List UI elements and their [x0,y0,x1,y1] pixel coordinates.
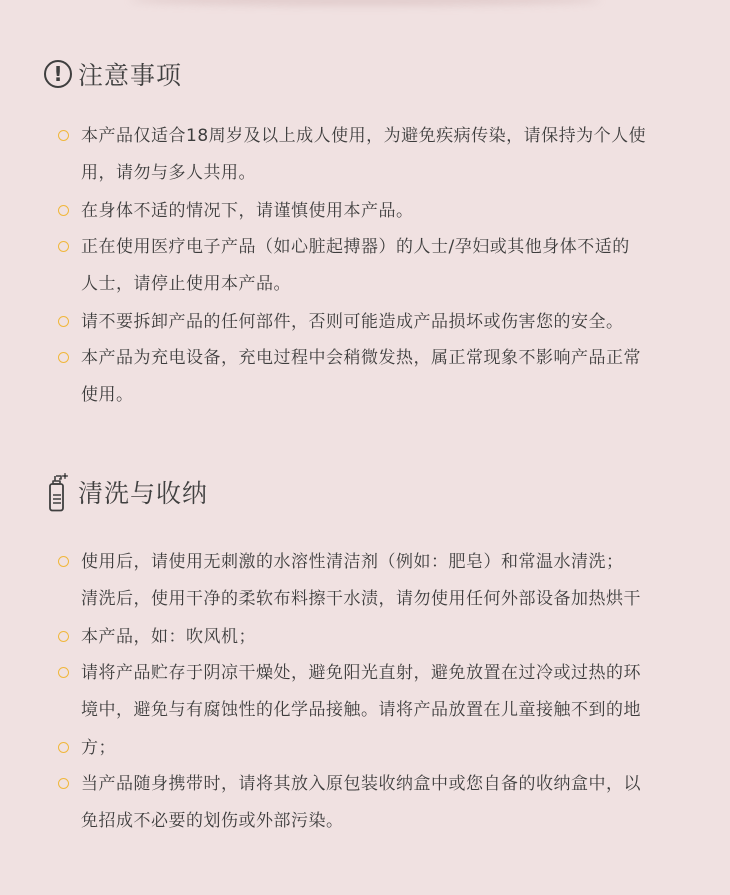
cleaning-line-5: 境中，避免与有腐蚀性的化学品接触。请将产品放置在儿童接触不到的地 [81,700,641,720]
cleaning-bullet-5 [58,778,69,789]
precautions-bullet-1 [58,130,69,141]
precautions-bullet-5 [58,352,69,363]
cleaning-title: 清洗与收纳 [78,479,209,508]
cleaning-line-1: 使用后，请使用无刺激的水溶性清洁剂（例如：肥皂）和常温水清洗； [81,552,624,572]
precautions-line-8: 使用。 [81,385,134,405]
precautions-title: 注意事项 [78,61,183,90]
cleaning-bullet-4 [58,742,69,753]
spray-bottle-icon [44,472,72,512]
precautions-bullet-3 [58,241,69,252]
precautions-line-4: 正在使用医疗电子产品（如心脏起搏器）的人士/孕妇或其他身体不适的 [81,237,630,257]
precautions-line-7: 本产品为充电设备，充电过程中会稍微发热，属正常现象不影响产品正常 [81,348,641,368]
cleaning-line-7: 当产品随身携带时，请将其放入原包装收纳盒中或您自备的收纳盒中，以 [81,774,641,794]
precautions-line-1: 本产品仅适合18周岁及以上成人使用，为避免疾病传染，请保持为个人使 [81,126,647,146]
precautions-line-3: 在身体不适的情况下，请谨慎使用本产品。 [81,201,414,221]
precautions-line-2: 用，请勿与多人共用。 [81,163,256,183]
precautions-bullet-4 [58,316,69,327]
cleaning-header [44,472,208,512]
precautions-bullet-2 [58,205,69,216]
precautions-header [44,56,182,92]
precautions-line-5: 人士，请停止使用本产品。 [81,274,291,294]
cleaning-line-3: 本产品，如：吹风机； [81,627,256,647]
cleaning-bullet-2 [58,631,69,642]
precautions-line-6: 请不要拆卸产品的任何部件，否则可能造成产品损坏或伤害您的安全。 [81,312,624,332]
exclamation-circle-icon: ! [44,60,72,88]
cleaning-bullet-1 [58,556,69,567]
top-shadow-decoration [130,0,600,6]
cleaning-line-6: 方； [81,738,116,758]
cleaning-bullet-3 [58,667,69,678]
cleaning-line-4: 请将产品贮存于阴凉干燥处，避免阳光直射，避免放置在过冷或过热的环 [81,663,641,683]
cleaning-line-8: 免招成不必要的划伤或外部污染。 [81,811,344,831]
cleaning-line-2: 清洗后，使用干净的柔软布料擦干水渍，请勿使用任何外部设备加热烘干 [81,589,641,609]
